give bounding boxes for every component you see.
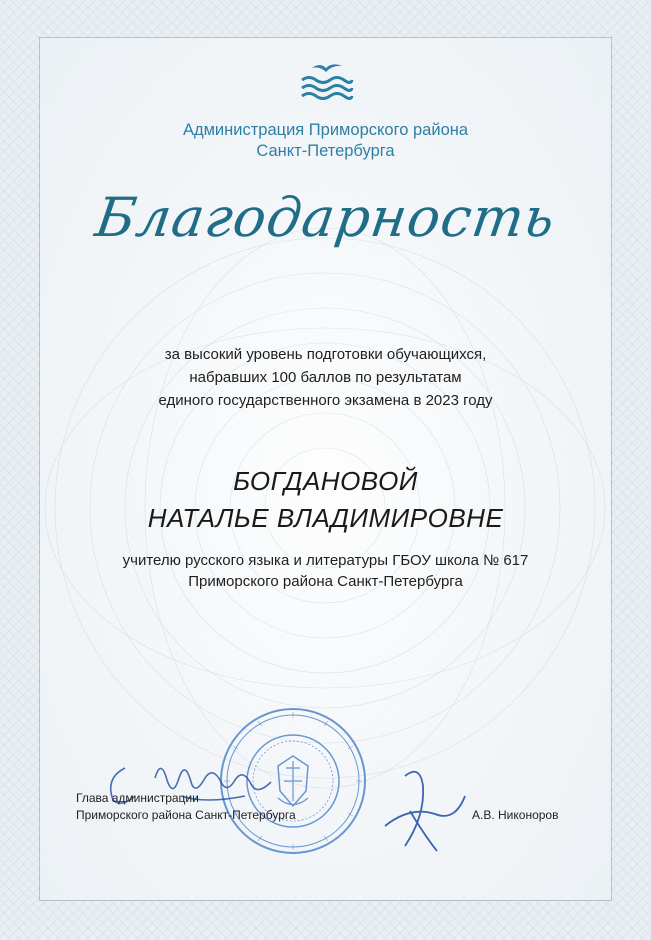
organization-line-1: Администрация Приморского района — [182, 121, 469, 139]
recipient-position — [40, 550, 611, 592]
recipient-surname: БОГДАНОВОЙ — [233, 466, 418, 496]
award-reason — [40, 343, 611, 412]
certificate-inner-frame — [40, 38, 611, 900]
signer-title — [76, 790, 296, 824]
certificate-title: Благодарность — [91, 186, 560, 249]
official-signature — [365, 756, 475, 866]
reason-line-3: единого государственного экзамена в 2023 году — [158, 392, 493, 409]
reason-line-2: набравших 100 баллов по результатам — [189, 369, 462, 386]
recipient-given-names: НАТАЛЬЕ ВЛАДИМИРОВНЕ — [147, 503, 504, 533]
signer-name: А.В. Никоноров — [472, 808, 559, 822]
organization-name — [40, 120, 611, 162]
recipient-name — [40, 463, 611, 537]
position-line-1: учителю русского языка и литературы ГБОУ школа № 617 — [122, 552, 529, 569]
signer-title-line-2: Приморского района Санкт-Петербурга — [76, 808, 296, 822]
seagull-waves-logo-icon — [298, 60, 354, 104]
position-line-2: Приморского района Санкт-Петербурга — [188, 573, 463, 590]
signer-title-line-1: Глава администрации — [76, 791, 199, 805]
reason-line-1: за высокий уровень подготовки обучающихся, — [164, 346, 487, 363]
organization-line-2: Санкт-Петербурга — [256, 142, 395, 160]
